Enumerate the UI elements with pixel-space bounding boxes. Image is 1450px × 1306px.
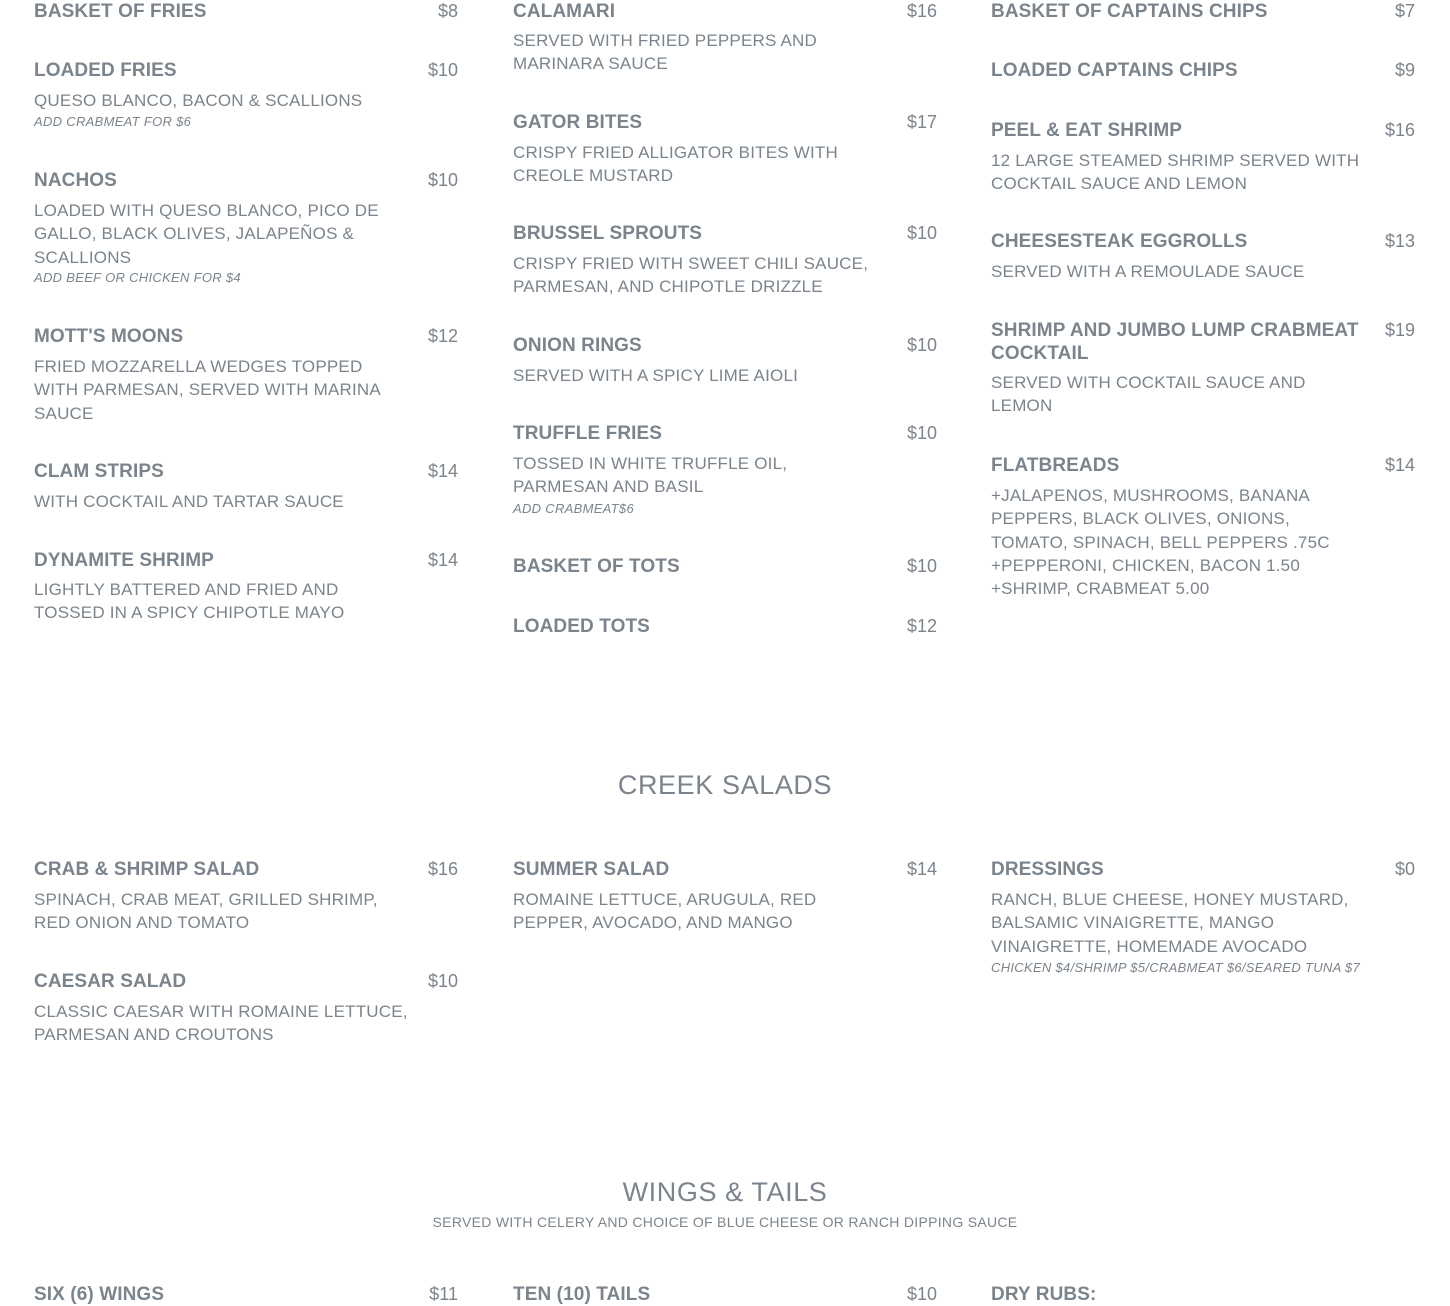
item-price: $14: [427, 461, 458, 481]
item-price: $8: [437, 1, 458, 21]
item-price: $12: [427, 326, 458, 346]
item-name: BASKET OF FRIES: [34, 1, 207, 22]
item-name: TRUFFLE FRIES: [513, 423, 663, 444]
item-price: $19: [1384, 320, 1415, 340]
item-description: WITH COCKTAIL AND TARTAR SAUCE: [34, 492, 344, 511]
item-description: CRISPY FRIED ALLIGATOR BITES WITH CREOLE MUSTARD: [513, 143, 838, 186]
item-price: $10: [906, 423, 937, 443]
item-note: ADD CRABMEAT FOR $6: [34, 114, 192, 129]
item-price: $10: [906, 335, 937, 355]
item-price: $14: [906, 859, 937, 879]
item-name: SHRIMP AND JUMBO LUMP CRABMEAT COCKTAIL: [991, 320, 1359, 364]
item-name: DRY RUBS:: [991, 1284, 1097, 1305]
item-name: CALAMARI: [513, 1, 616, 22]
item-name: TEN (10) TAILS: [513, 1284, 651, 1305]
item-name: CRAB & SHRIMP SALAD: [34, 859, 260, 880]
item-description: QUESO BLANCO, BACON & SCALLIONS: [34, 91, 363, 110]
item-name: ONION RINGS: [513, 335, 642, 356]
item-name: LOADED FRIES: [34, 60, 177, 81]
item-name: CLAM STRIPS: [34, 461, 164, 482]
item-price: $12: [906, 616, 937, 636]
item-price: $11: [429, 1284, 458, 1304]
item-price: $17: [906, 112, 937, 132]
item-name: FLATBREADS: [991, 455, 1120, 476]
item-price: $10: [427, 971, 458, 991]
item-price: $14: [427, 550, 458, 570]
item-name: DRESSINGS: [991, 859, 1104, 880]
item-price: $10: [906, 556, 937, 576]
item-description: ROMAINE LETTUCE, ARUGULA, RED PEPPER, AVOCADO, AND MANGO: [513, 890, 817, 933]
item-name: BRUSSEL SPROUTS: [513, 223, 703, 244]
item-note: ADD BEEF OR CHICKEN FOR $4: [34, 270, 241, 285]
item-name: SUMMER SALAD: [513, 859, 670, 880]
item-name: BASKET OF CAPTAINS CHIPS: [991, 1, 1268, 22]
item-price: $10: [427, 170, 458, 190]
item-price: $10: [906, 223, 937, 243]
item-name: CHEESESTEAK EGGROLLS: [991, 231, 1248, 252]
item-name: LOADED CAPTAINS CHIPS: [991, 60, 1238, 81]
item-name: GATOR BITES: [513, 112, 643, 133]
item-description: RANCH, BLUE CHEESE, HONEY MUSTARD, BALSAMIC VINAIGRETTE, MANGO VINAIGRETTE, HOMEMADE AVOCADO: [991, 890, 1349, 956]
item-description: SERVED WITH FRIED PEPPERS AND MARINARA SAUCE: [513, 31, 817, 74]
item-description: TOSSED IN WHITE TRUFFLE OIL, PARMESAN AND BASIL: [513, 454, 788, 497]
item-description: SERVED WITH A SPICY LIME AIOLI: [513, 366, 799, 385]
item-description: CRISPY FRIED WITH SWEET CHILI SAUCE, PARMESAN, AND CHIPOTLE DRIZZLE: [513, 254, 869, 297]
item-price: $16: [906, 1, 937, 21]
item-price: $7: [1394, 1, 1415, 21]
section-subtitle-wings: SERVED WITH CELERY AND CHOICE OF BLUE CHEESE OR RANCH DIPPING SAUCE: [432, 1214, 1018, 1230]
item-description: 12 LARGE STEAMED SHRIMP SERVED WITH COCKTAIL SAUCE AND LEMON: [991, 151, 1360, 194]
item-price: $10: [906, 1284, 937, 1304]
item-description: LIGHTLY BATTERED AND FRIED AND TOSSED IN A SPICY CHIPOTLE MAYO: [34, 580, 345, 623]
item-name: PEEL & EAT SHRIMP: [991, 120, 1183, 141]
item-name: NACHOS: [34, 170, 117, 191]
item-name: MOTT'S MOONS: [34, 326, 184, 347]
item-name: DYNAMITE SHRIMP: [34, 550, 214, 571]
item-description: SERVED WITH COCKTAIL SAUCE AND LEMON: [991, 373, 1306, 416]
item-description: +JALAPENOS, MUSHROOMS, BANANA PEPPERS, BLACK OLIVES, ONIONS, TOMATO, SPINACH, BELL PEPPERS .75C +PEPPERONI, CHICKEN, BACON 1.50 +SHRIMP, CRABMEAT 5.00: [991, 486, 1330, 599]
item-name: BASKET OF TOTS: [513, 556, 680, 577]
item-price: $16: [1384, 120, 1415, 140]
item-description: SPINACH, CRAB MEAT, GRILLED SHRIMP, RED ONION AND TOMATO: [34, 890, 378, 933]
item-price: $14: [1384, 455, 1415, 475]
item-description: FRIED MOZZARELLA WEDGES TOPPED WITH PARMESAN, SERVED WITH MARINA SAUCE: [34, 357, 381, 423]
section-title-salads: CREEK SALADS: [617, 770, 833, 800]
item-name: CAESAR SALAD: [34, 971, 187, 992]
item-description: CLASSIC CAESAR WITH ROMAINE LETTUCE, PARMESAN AND CROUTONS: [34, 1002, 408, 1045]
item-note: CHICKEN $4/SHRIMP $5/CRABMEAT $6/SEARED TUNA $7: [991, 960, 1361, 975]
item-price: $9: [1394, 60, 1415, 80]
item-price: $16: [427, 859, 458, 879]
item-description: LOADED WITH QUESO BLANCO, PICO DE GALLO, BLACK OLIVES, JALAPEÑOS & SCALLIONS: [34, 201, 379, 267]
item-price: $13: [1384, 231, 1415, 251]
item-name: LOADED TOTS: [513, 616, 650, 637]
item-price: $10: [427, 60, 458, 80]
item-note: ADD CRABMEAT$6: [513, 501, 634, 516]
item-name: SIX (6) WINGS: [34, 1284, 165, 1305]
section-title-wings: WINGS & TAILS: [622, 1177, 828, 1207]
item-description: SERVED WITH A REMOULADE SAUCE: [991, 262, 1305, 281]
item-price: $0: [1394, 859, 1415, 879]
